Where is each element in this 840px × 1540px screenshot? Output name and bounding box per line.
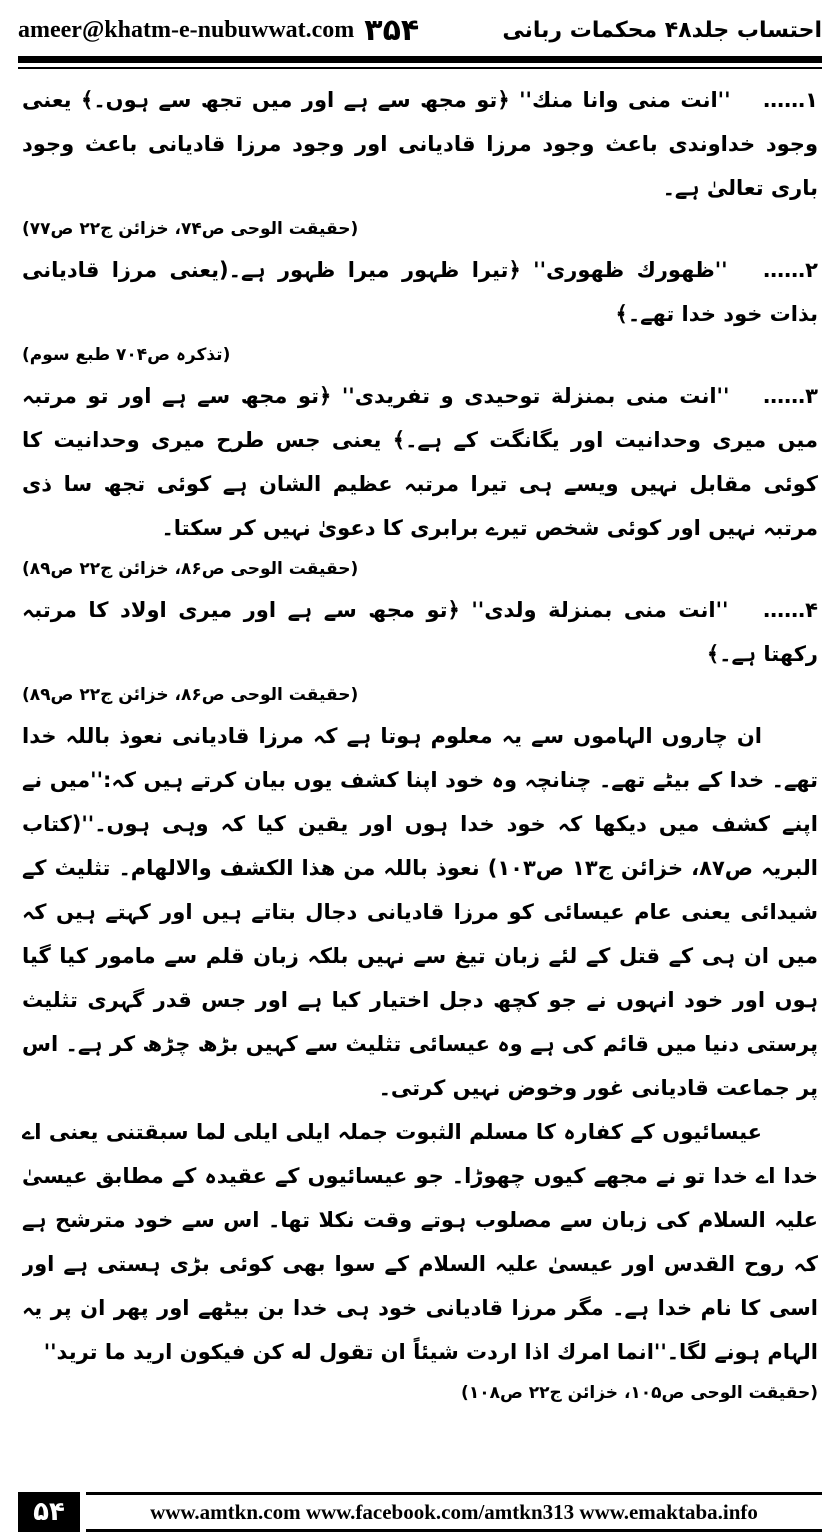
header-page-number: ۳۵۴ <box>364 12 420 48</box>
footer-page-number: ۵۴ <box>18 1492 80 1532</box>
item-text: ''ظهورك ظهوری'' ﴿تیرا ظہور میرا ظہور ہے۔(یعنی مرزا قادیانی بذات خود خدا تھے۔﴾ <box>22 258 818 326</box>
body-paragraph-1: ان چاروں الہاموں سے یہ معلوم ہوتا ہے کہ مرزا قادیانی نعوذ باللہ خدا تھے۔ خدا کے بیٹے تھے۔ چنانچہ وہ خود اپنا کشف یوں بیان کرتے ہیں کہ:''میں نے اپنے کشف میں دیکھا کہ خود خدا ہوں اور یقین کیا کہ وہی ہوں۔''(کتاب البریہ ص۸۷، خزائن ج۱۳ ص۱۰۳) نعوذ باللہ من هذا الکشف والالهام۔ تثلیث کے شیدائی یعنی عام عیسائی کو مرزا قادیانی دجال بتاتے ہیں اور کہتے ہیں کہ میں ان ہی کے قتل کے لئے زبان تیغ سے نہیں بلکہ زبان قلم سے مامور کیا گیا ہوں اور خود انہوں نے جو کچھ دجل اختیار کیا ہے اور جس قدر گہری تثلیث پرستی دنیا میں قائم کی ہے وہ عیسائی تثلیث سے کہیں بڑھ چڑھ کر ہے۔ اس پر جماعت قادیانی غور وخوض نہیں کرتی۔ <box>22 724 818 1100</box>
page-content <box>22 78 818 1478</box>
item-reference: (تذکرہ ص۷۰۴ طبع سوم) <box>22 345 231 365</box>
item-reference: (حقیقت الوحی ص۷۴، خزائن ج۲۲ ص۷۷) <box>22 219 359 239</box>
item-number: ۱…… <box>763 88 818 112</box>
item-reference: (حقیقت الوحی ص۸۶، خزائن ج۲۲ ص۸۹) <box>22 685 359 705</box>
item-number: ۲…… <box>763 258 818 282</box>
item-4 <box>22 588 818 676</box>
item-1 <box>22 78 818 210</box>
header-rule-thin <box>18 67 822 69</box>
body-paragraph-2: عیسائیوں کے کفارہ کا مسلم الثبوت جملہ ایلی ایلی لما سبقتنی یعنی اے خدا اے خدا تو نے مجھے کیوں چھوڑا۔ جو عیسائیوں کے عقیدہ کے مطابق عیسیٰ علیہ السلام کی زبان سے مصلوب ہوتے وقت نکلا تھا۔ اس سے خود مترشح ہے کہ روح القدس اور عیسیٰ علیہ السلام کے سوا بھی کوئی بڑی ہستی ہے اور اسی کا نام خدا ہے۔ مگر مرزا قادیانی خود ہی خدا بن بیٹھے اور پھر ان پر یہ الہام ہونے لگا۔''انما امرك اذا اردت شیئاً ان تقول له كن فیكون ارید ما ترید'' <box>22 1120 818 1364</box>
item-3 <box>22 374 818 550</box>
item-reference: (حقیقت الوحی ص۸۶، خزائن ج۲۲ ص۸۹) <box>22 559 359 579</box>
book-title: احتساب جلد۴۸ محکمات ربانی <box>502 17 822 43</box>
item-text: ''انت منی بمنزلة توحیدی و تفریدی'' ﴿تو مجھ سے ہے اور تو مرتبہ میں میری وحدانیت اور یگانگت کے ہے۔﴾ یعنی جس طرح میری وحدانیت کا کوئی مقابل نہیں ویسے ہی تیرا مرتبہ عظیم الشان ہے کوئی تجھ سا ذی مرتبہ نہیں اور کوئی شخص تیرے برابری کا دعویٰ نہیں کر سکتا۔ <box>22 384 818 540</box>
item-2 <box>22 248 818 336</box>
final-reference: (حقیقت الوحی ص۱۰۵، خزائن ج۲۲ ص۱۰۸) <box>461 1383 818 1403</box>
header-rule-thick <box>18 56 822 63</box>
item-text: ''انت منی بمنزلة ولدی'' ﴿تو مجھ سے ہے اور میری اولاد کا مرتبہ رکھتا ہے۔﴾ <box>22 598 818 666</box>
item-text: ''انت منی وانا منك'' ﴿تو مجھ سے ہے اور میں تجھ سے ہوں۔﴾ یعنی وجود خداوندی باعث وجود مرزا قادیانی اور وجود مرزا قادیانی باعث وجود باری تعالیٰ ہے۔ <box>22 88 818 200</box>
email-address: ameer@khatm-e-nubuwwat.com <box>18 16 355 43</box>
header-left <box>18 13 419 48</box>
page-header <box>18 10 822 50</box>
item-number: ۳…… <box>763 384 818 408</box>
item-number: ۴…… <box>763 598 818 622</box>
page-footer <box>18 1490 822 1534</box>
footer-links[interactable]: www.amtkn.com www.facebook.com/amtkn313 www.emaktaba.info <box>86 1492 822 1532</box>
